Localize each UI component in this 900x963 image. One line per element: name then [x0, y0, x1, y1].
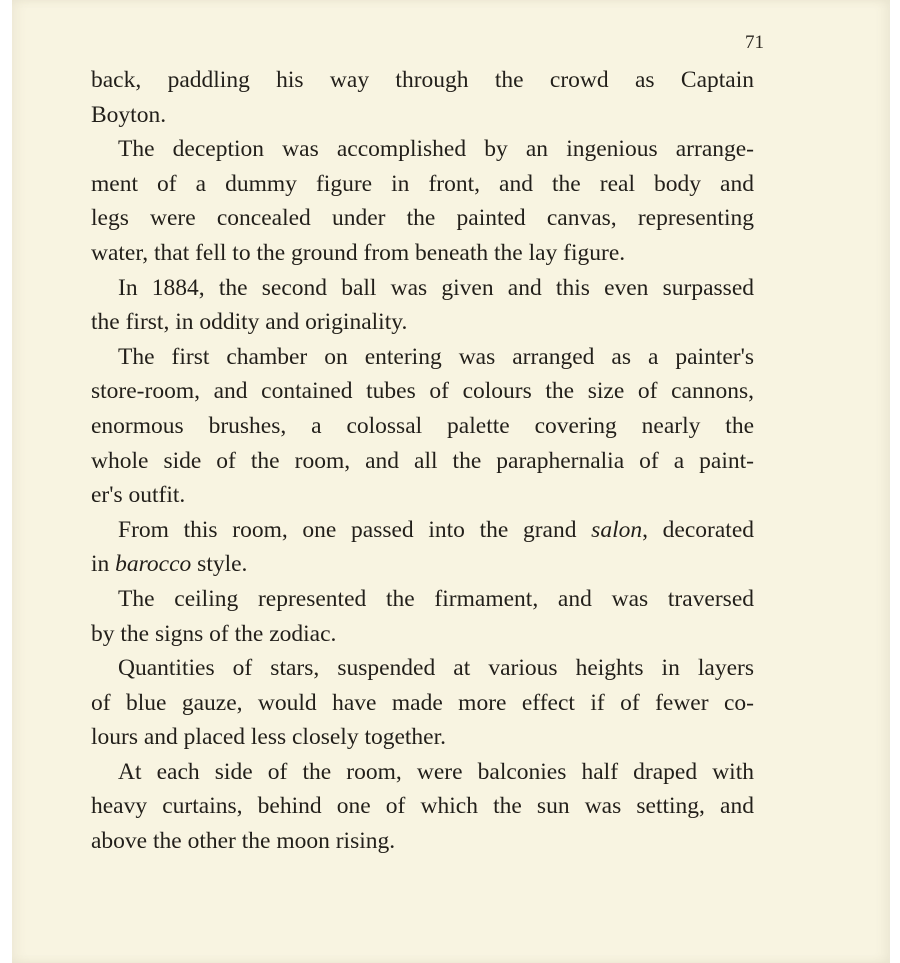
paragraph-first-line: At each side of the room, were balconies half draped with — [118, 758, 754, 785]
paragraph-first-line: The deception was accomplished by an ingenious arrange- — [118, 136, 754, 163]
paragraph-first-line — [91, 513, 754, 548]
text-line: water, that fell to the ground from beneath the lay figure. — [91, 239, 626, 266]
text-line: by the signs of the zodiac. — [91, 620, 337, 647]
text-run: style. — [191, 551, 248, 578]
text-line: the first, in oddity and originality. — [91, 309, 408, 336]
text-line: of blue gauze, would have made more effect if of fewer co- — [91, 689, 754, 716]
text-line: store-room, and contained tubes of colours the size of cannons, — [91, 378, 754, 405]
paragraph-first-line: In 1884, the second ball was given and this even surpassed — [118, 274, 754, 301]
text-line: er's outfit. — [91, 482, 186, 509]
text-line: heavy curtains, behind one of which the sun was setting, and — [91, 793, 754, 820]
text-line — [91, 547, 754, 582]
italic-word: salon — [591, 516, 643, 543]
page-number: 71 — [745, 32, 764, 53]
text-run: , decorated — [642, 516, 754, 543]
text-line: back, paddling his way through the crowd as Captain — [91, 67, 754, 93]
text-line: above the other the moon rising. — [91, 828, 396, 855]
text-line: ment of a dummy figure in front, and the real body and — [91, 170, 754, 197]
paragraph-first-line: Quantities of stars, suspended at various heights in layers — [118, 655, 754, 682]
text-line: Boyton. — [91, 101, 167, 128]
page-body-text — [91, 63, 754, 859]
text-line: whole side of the room, and all the paraphernalia of a paint- — [91, 447, 754, 474]
text-line: lours and placed less closely together. — [91, 724, 447, 751]
book-page — [12, 0, 890, 963]
text-line: legs were concealed under the painted canvas, representing — [91, 205, 754, 232]
paragraph-first-line: The ceiling represented the firmament, and was traversed — [118, 585, 754, 612]
italic-word: barocco — [115, 551, 192, 578]
text-line: enormous brushes, a colossal palette covering nearly the — [91, 412, 754, 439]
text-run: in — [91, 551, 116, 578]
text-run: From this room, one passed into the grand — [118, 516, 592, 543]
paragraph-first-line: The first chamber on entering was arranged as a painter's — [118, 343, 754, 370]
